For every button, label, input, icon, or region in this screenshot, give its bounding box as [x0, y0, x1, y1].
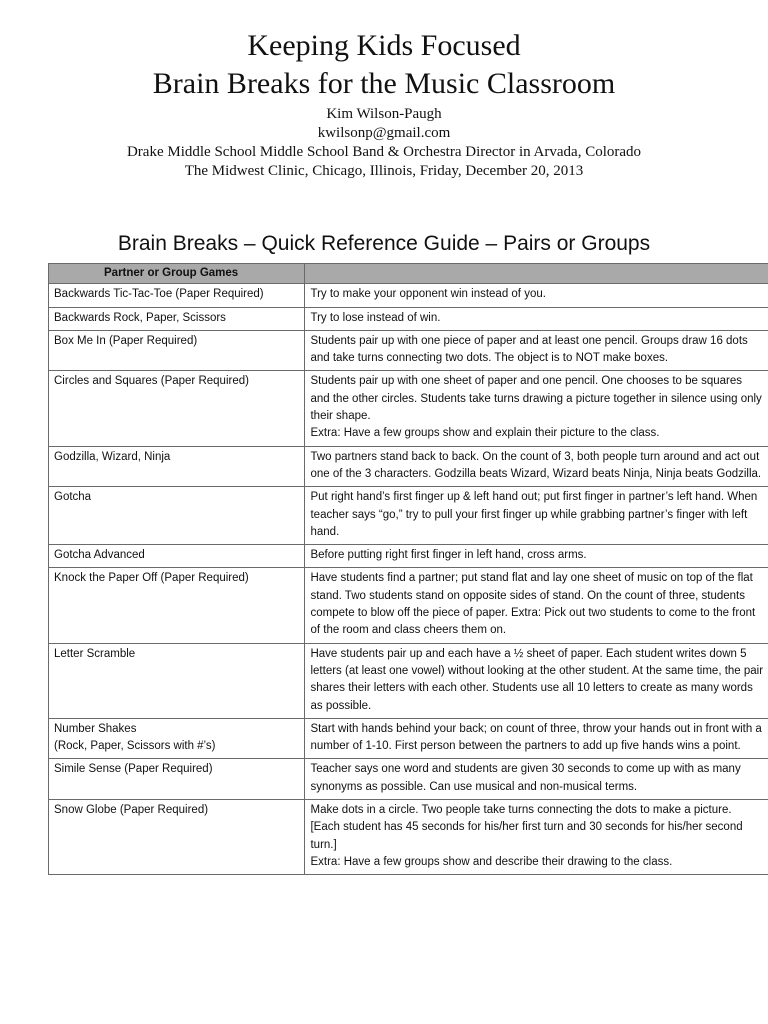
event-info: The Midwest Clinic, Chicago, Illinois, Friday, December 20, 2013 — [184, 163, 584, 179]
game-description-extra: Extra: Have a few groups show and describe their drawing to the class. — [310, 855, 673, 868]
guide-title: Brain Breaks – Quick Reference Guide – Pairs or Groups — [117, 232, 651, 255]
game-description: Students pair up with one piece of paper and at least one pencil. Groups draw 16 dots and take turns connecting two dots. The object is to NOT make boxes. — [305, 330, 768, 371]
game-description: Teacher says one word and students are given 30 seconds to come up with as many synonyms as possible. Can use musical and non-musical terms. — [305, 759, 768, 800]
game-name-cell — [49, 718, 305, 759]
game-name: Letter Scramble — [49, 643, 305, 718]
table-row — [49, 371, 768, 446]
game-description: Put right hand’s first finger up & left hand out; put first finger in partner’s left hand. When teacher says “go,” try to pull your first finger up while grabbing partner’s finger with left hand. — [305, 487, 768, 545]
document-subtitle: Brain Breaks for the Music Classroom — [152, 67, 616, 100]
author-position: Drake Middle School Middle School Band & Orchestra Director in Arvada, Colorado — [126, 144, 642, 160]
game-description: Before putting right first finger in left hand, cross arms. — [305, 545, 768, 568]
game-description-cell — [305, 800, 768, 875]
game-name: Gotcha — [49, 487, 305, 545]
reference-table — [48, 263, 768, 875]
game-description: Have students pair up and each have a ½ sheet of paper. Each student writes down 5 letters (at least one vowel) without looking at the other student. At the same time, the pair shares their letters with each other. Students use all 10 letters to create as many words as possible. — [305, 643, 768, 718]
game-description: Have students find a partner; put stand flat and lay one sheet of music on top of the flat stand. Two students stand on opposite sides of stand. On the count of three, students compete to blow off the piece of paper. Extra: Pick out two students to come to the front of the room and class cheers them on. — [305, 568, 768, 643]
table-row — [49, 487, 768, 545]
table-row — [49, 307, 768, 330]
author-email: kwilsonp@gmail.com — [317, 125, 451, 141]
table-row — [49, 446, 768, 487]
game-name: Box Me In (Paper Required) — [49, 330, 305, 371]
table-row — [49, 545, 768, 568]
table-row — [49, 643, 768, 718]
game-name: Godzilla, Wizard, Ninja — [49, 446, 305, 487]
game-description: Start with hands behind your back; on count of three, throw your hands out in front with a number of 1-10. First person between the partners to add up five hands wins a point. — [305, 718, 768, 759]
author-name: Kim Wilson-Paugh — [326, 106, 442, 122]
game-name: Number Shakes — [54, 722, 137, 735]
table-row — [49, 800, 768, 875]
game-name-subtitle: (Rock, Paper, Scissors with #’s) — [54, 740, 216, 753]
game-description: Try to make your opponent win instead of you. — [305, 284, 768, 307]
game-description: Two partners stand back to back. On the count of 3, both people turn around and act out one of the 3 characters. Godzilla beats Wizard, Wizard beats Ninja, Ninja beats Godzilla. — [305, 446, 768, 487]
game-name: Knock the Paper Off (Paper Required) — [49, 568, 305, 643]
game-description: Try to lose instead of win. — [305, 307, 768, 330]
document-title: Keeping Kids Focused — [247, 29, 521, 62]
game-name: Backwards Tic-Tac-Toe (Paper Required) — [49, 284, 305, 307]
table-row — [49, 284, 768, 307]
game-description: Make dots in a circle. Two people take turns connecting the dots to make a picture. [Each student has 45 seconds for his/her first turn and 30 seconds for his/her second turn.] — [310, 804, 743, 851]
game-description-extra: Extra: Have a few groups show and explain their picture to the class. — [310, 427, 660, 440]
table-row — [49, 759, 768, 800]
game-description-cell — [305, 371, 768, 446]
game-description: Students pair up with one sheet of paper and one pencil. One chooses to be squares and the other circles. Students take turns drawing a picture together in silence using only their shape. — [310, 375, 762, 423]
game-name: Snow Globe (Paper Required) — [49, 800, 305, 875]
table-row — [49, 330, 768, 371]
column-header-description — [305, 264, 768, 284]
game-name: Circles and Squares (Paper Required) — [49, 371, 305, 446]
table-header-row — [49, 264, 768, 284]
game-name: Gotcha Advanced — [49, 545, 305, 568]
table-row — [49, 568, 768, 643]
column-header-games: Partner or Group Games — [49, 264, 305, 284]
game-name: Backwards Rock, Paper, Scissors — [49, 307, 305, 330]
table-row — [49, 718, 768, 759]
game-name: Simile Sense (Paper Required) — [49, 759, 305, 800]
